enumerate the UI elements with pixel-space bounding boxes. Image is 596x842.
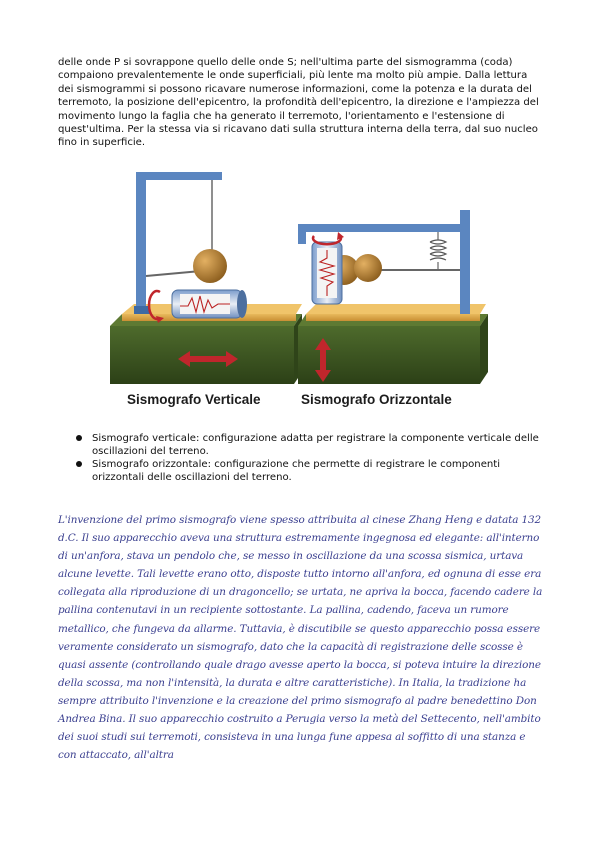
ground-block <box>110 326 294 384</box>
list-item <box>74 458 544 484</box>
bullet-icon <box>76 461 82 467</box>
frame-arm-right <box>298 224 470 232</box>
handwritten-paragraph: L'invenzione del primo sismografo viene spesso attribuita al cinese Zhang Heng e datata 132 d.C. Il suo apparecchio aveva una struttura estremamente ingegnosa ed elegante: all'interno di un'anfora, stava un pendolo che, se messo in oscillazione da una scossa sismica, urtava alcune levette. Tali levette erano otto, disposte tutto intorno all'anfora, ed ognuna di esse era collegata alla riproduzione di un dragoncello; se urtata, ne apriva la bocca, facendo cadere la pallina contenutavi in un recipiente sottostante. La pallina, cadendo, faceva un rumore metallico, che fungeva da allarme. Tuttavia, è discutibile se questo apparecchio possa essere veramente considerato un sismografo, dato che la capacità di registrazione delle scosse è quasi assente (controllando quale drago avesse aperto la bocca, si poteva intuire la direzione della scossa, ma non l'intensità, la durata e altre caratteristiche). In Italia, la tradizione ha sempre attribuito l'invenzione e la creazione del primo sismografo al padre benedettino Don Andrea Bina. Il suo apparecchio costruito a Perugia verso la metà del Settecento, nell'ambito dei suoi studi sui terremoti, consisteva in una lunga fune appesa al soffitto di una stanza e con attaccato, all'altra <box>58 514 543 762</box>
caption-vertical: Sismografo Verticale <box>127 392 261 407</box>
intro-paragraph: delle onde P si sovrappone quello delle onde S; nell'ultima parte del sismogramma (coda) compaiono prevalentemente le onde superficiali, più lente ma molto più ampie. Dalla lettura dei sismogrammi si possono ricavare numerose informazioni, come la potenza e la durata del terremoto, la posizione dell'epicentro, la profondità dell'epicentro, la direzione e l'ampiezza del movimento lungo la faglia che ha generato il terremoto, l'orientamento e l'estensione di quest'ultima. Per la stessa via si ricavano dati sulla struttura interna della terra, dal suo nucleo fino in superficie. <box>58 57 539 149</box>
vertical-seismograph <box>110 172 302 384</box>
seismograph-drawing <box>108 166 490 416</box>
pendulum-mass <box>193 249 227 283</box>
bullet-text: Sismografo orizzontale: configurazione che permette di registrare le componenti orizzontali delle oscillazioni del terreno. <box>92 459 501 483</box>
frame-arm <box>136 172 222 180</box>
rotation-arrow-right-icon <box>313 236 341 244</box>
bullet-list <box>74 432 544 484</box>
caption-horizontal: Sismografo Orizzontale <box>301 392 452 407</box>
bullet-icon <box>76 435 82 441</box>
wood-base-right <box>306 314 480 321</box>
pendulum-mass-right-2 <box>354 254 382 282</box>
horizontal-seismograph <box>298 210 488 384</box>
list-item <box>74 432 544 458</box>
bullet-text: Sismografo verticale: configurazione adatta per registrare la componente verticale delle oscillazioni del terreno. <box>92 433 539 457</box>
frame-post <box>136 172 146 314</box>
seismograph-illustration <box>108 166 490 416</box>
spring-icon <box>430 240 446 260</box>
